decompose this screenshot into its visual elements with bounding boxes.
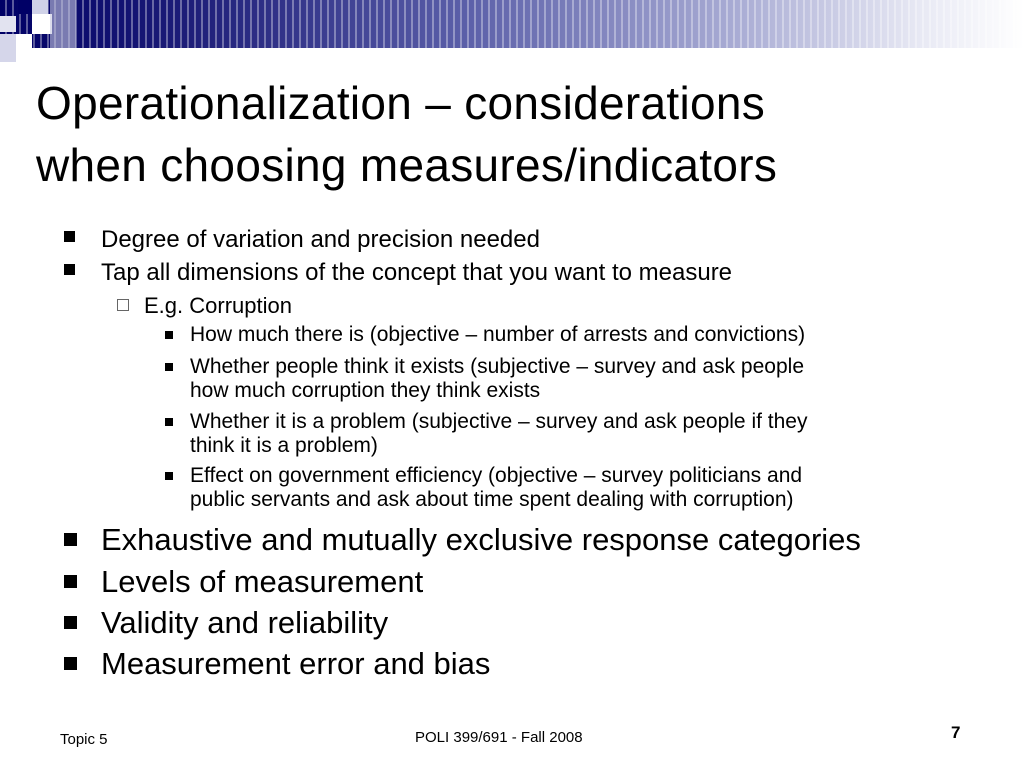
bullet-item: Degree of variation and precision needed	[101, 226, 540, 253]
square-bullet-icon	[64, 533, 77, 546]
page-number: 7	[951, 723, 961, 742]
bullet-item-line: think it is a problem)	[190, 434, 378, 457]
slide-title-line-1: Operationalization – considerations	[36, 77, 766, 129]
square-bullet-icon	[64, 616, 77, 629]
square-bullet-icon	[64, 657, 77, 670]
bullet-item: Tap all dimensions of the concept that you want to measure	[101, 259, 733, 286]
bullet-item: Levels of measurement	[101, 564, 424, 599]
bullet-item: E.g. Corruption	[144, 293, 292, 318]
square-bullet-icon	[64, 231, 75, 242]
bullet-item: How much there is (objective – number of arrests and convictions)	[190, 323, 806, 346]
bullet-item: Exhaustive and mutually exclusive response categories	[101, 522, 861, 557]
bullet-item-line: how much corruption they think exists	[190, 379, 541, 402]
small-square-bullet-icon	[165, 363, 173, 371]
hollow-square-bullet-icon	[117, 299, 129, 311]
footer-course: POLI 399/691 - Fall 2008	[415, 729, 583, 746]
slide-title-line-2: when choosing measures/indicators	[36, 139, 778, 191]
bullet-item: Validity and reliability	[101, 605, 389, 640]
bullet-item-line: Effect on government efficiency (objective – survey politicians and	[190, 464, 803, 487]
bullet-item: Measurement error and bias	[101, 646, 491, 681]
footer-topic: Topic 5	[60, 731, 108, 748]
square-bullet-icon	[64, 575, 77, 588]
square-bullet-icon	[64, 264, 75, 275]
bullet-item-line: public servants and ask about time spent dealing with corruption)	[190, 488, 794, 511]
bullet-item-line: Whether people think it exists (subjective – survey and ask people	[190, 355, 804, 378]
small-square-bullet-icon	[165, 418, 173, 426]
bullet-item-line: Whether it is a problem (subjective – survey and ask people if they	[190, 410, 808, 433]
small-square-bullet-icon	[165, 472, 173, 480]
small-square-bullet-icon	[165, 331, 173, 339]
